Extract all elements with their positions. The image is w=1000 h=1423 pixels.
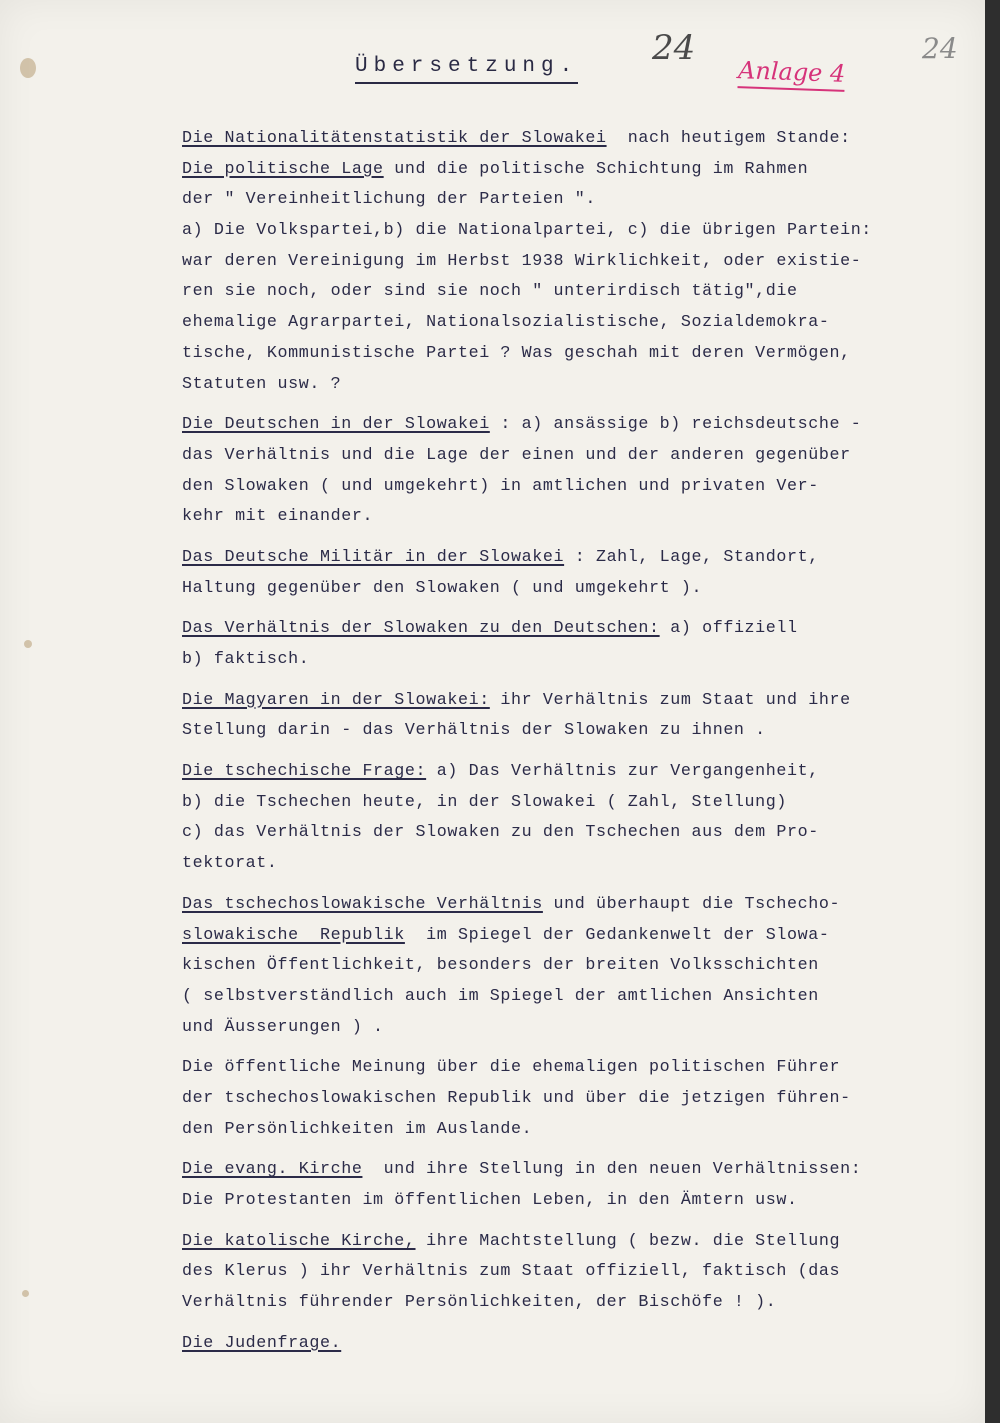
line-text: im Spiegel der Gedankenwelt der Slowa- — [404, 925, 830, 945]
line-text: Verhältnis führender Persönlichkeiten, der Bischöfe ! ). — [182, 1293, 777, 1313]
text-line — [182, 1329, 972, 1360]
text-line — [182, 788, 972, 819]
underlined-heading: slowakische Republik — [182, 925, 405, 945]
line-text: : a) ansässige b) reichsdeutsche - — [489, 415, 862, 435]
line-text: kischen Öffentlichkeit, besonders der breiten Volksschichten — [182, 956, 819, 976]
line-text: : Zahl, Lage, Standort, — [564, 547, 819, 567]
line-text: ( selbstverständlich auch im Spiegel der amtlichen Ansichten — [182, 986, 819, 1006]
text-line — [182, 1257, 972, 1288]
paragraph — [182, 1227, 972, 1319]
rust-stain — [24, 640, 32, 648]
line-text: der tschechoslowakischen Republik und über die jetzigen führen- — [182, 1088, 851, 1108]
line-text: a) Die Volkspartei,b) die Nationalpartei, c) die übrigen Partein: — [182, 221, 872, 241]
line-text: tische, Kommunistische Partei ? Was geschah mit deren Vermögen, — [182, 343, 851, 363]
text-line — [182, 757, 972, 788]
annex-mark: Anlage 4 — [737, 56, 845, 92]
underlined-heading: Das tschechoslowakische Verhältnis — [182, 894, 543, 914]
line-text: und überhaupt die Tschecho- — [542, 894, 841, 914]
text-line — [182, 614, 972, 645]
line-text: des Klerus ) ihr Verhältnis zum Staat offiziell, faktisch (das — [182, 1262, 841, 1282]
line-text: Die Protestanten im öffentlichen Leben, in den Ämtern usw. — [182, 1191, 798, 1210]
line-text: der " Vereinheitlichung der Parteien ". — [182, 190, 596, 210]
paragraph — [182, 410, 972, 533]
scan-edge — [985, 0, 1000, 1423]
underlined-heading: Die katolische Kirche, — [182, 1231, 416, 1251]
text-line — [182, 921, 972, 952]
line-text: ihr Verhältnis zum Staat und ihre — [489, 690, 851, 710]
text-line — [182, 1013, 972, 1044]
line-text: a) offiziell — [659, 619, 798, 639]
text-line — [182, 124, 972, 155]
text-line — [182, 1186, 972, 1217]
document-title: Übersetzung. — [355, 55, 578, 84]
paragraph — [182, 1155, 972, 1216]
underlined-heading: Das Verhältnis der Slowaken zu den Deutschen: — [182, 619, 660, 639]
line-text: und ihre Stellung in den neuen Verhältnissen: — [362, 1160, 862, 1180]
text-line — [182, 1155, 972, 1186]
document-body — [182, 124, 972, 1369]
line-text: Stellung darin - das Verhältnis der Slowaken zu ihnen . — [182, 721, 766, 741]
underlined-heading: Die Deutschen in der Slowakei — [182, 415, 490, 435]
text-line — [182, 308, 972, 339]
line-text: tektorat. — [182, 854, 278, 874]
text-line — [182, 502, 972, 533]
text-line — [182, 1115, 972, 1146]
text-line — [182, 645, 972, 676]
text-line — [182, 1084, 972, 1115]
line-text: war deren Vereinigung im Herbst 1938 Wirklichkeit, oder existie- — [182, 251, 862, 271]
text-line — [182, 339, 972, 370]
underlined-heading: Das Deutsche Militär in der Slowakei — [182, 547, 565, 567]
text-line — [182, 574, 972, 605]
line-text: nach heutigem Stande: — [606, 129, 851, 148]
text-line — [182, 1288, 972, 1319]
underlined-heading: Die politische Lage — [182, 159, 384, 179]
underlined-heading: Die tschechische Frage: — [182, 762, 427, 782]
underlined-heading: Die Judenfrage. — [182, 1333, 342, 1353]
line-text: und die politische Schichtung im Rahmen — [383, 159, 809, 179]
text-line — [182, 185, 972, 216]
text-line — [182, 716, 972, 747]
text-line — [182, 1053, 972, 1084]
line-text: und Äusserungen ) . — [182, 1017, 384, 1037]
line-text: den Persönlichkeiten im Auslande. — [182, 1119, 533, 1139]
text-line — [182, 410, 972, 441]
line-text: b) faktisch. — [182, 650, 310, 669]
line-text: Statuten usw. ? — [182, 374, 342, 394]
line-text: c) das Verhältnis der Slowaken zu den Tschechen aus dem Pro- — [182, 823, 819, 843]
line-text: ren sie noch, oder sind sie noch " unterirdisch tätig",die — [182, 282, 798, 302]
text-line — [182, 247, 972, 278]
line-text: Die öffentliche Meinung über die ehemaligen politischen Führer — [182, 1058, 841, 1078]
pencil-page-number: 24 — [652, 28, 696, 68]
text-line — [182, 472, 972, 503]
text-line — [182, 890, 972, 921]
text-line — [182, 982, 972, 1013]
paragraph — [182, 614, 972, 675]
line-text: b) die Tschechen heute, in der Slowakei ( Zahl, Stellung) — [182, 792, 788, 812]
text-line — [182, 216, 972, 247]
text-line — [182, 686, 972, 717]
line-text: a) Das Verhältnis zur Vergangenheit, — [426, 762, 819, 782]
rust-stain — [20, 58, 36, 78]
line-text: Haltung gegenüber den Slowaken ( und umgekehrt ). — [182, 578, 703, 598]
text-line — [182, 277, 972, 308]
text-line — [182, 951, 972, 982]
paragraph — [182, 124, 972, 400]
underlined-heading: Die Magyaren in der Slowakei: — [182, 690, 490, 710]
paragraph — [182, 1053, 972, 1145]
pencil-page-number-right: 24 — [922, 32, 958, 65]
rust-stain — [22, 1290, 29, 1297]
line-text: ehemalige Agrarpartei, Nationalsozialistische, Sozialdemokra- — [182, 313, 830, 333]
underlined-heading: Die evang. Kirche — [182, 1160, 363, 1180]
paragraph — [182, 1329, 972, 1360]
paragraph — [182, 543, 972, 604]
line-text: den Slowaken ( und umgekehrt) in amtlichen und privaten Ver- — [182, 476, 819, 496]
text-line — [182, 441, 972, 472]
text-line — [182, 849, 972, 880]
paragraph — [182, 890, 972, 1043]
line-text: ihre Machtstellung ( bezw. die Stellung — [415, 1231, 841, 1251]
line-text: kehr mit einander. — [182, 507, 374, 527]
line-text: das Verhältnis und die Lage der einen und der anderen gegenüber — [182, 445, 851, 465]
paragraph — [182, 686, 972, 747]
text-line — [182, 543, 972, 574]
paragraph — [182, 757, 972, 880]
underlined-heading: Die Nationalitätenstatistik der Slowakei — [182, 129, 607, 148]
text-line — [182, 818, 972, 849]
text-line — [182, 1227, 972, 1258]
text-line — [182, 370, 972, 401]
text-line — [182, 155, 972, 186]
